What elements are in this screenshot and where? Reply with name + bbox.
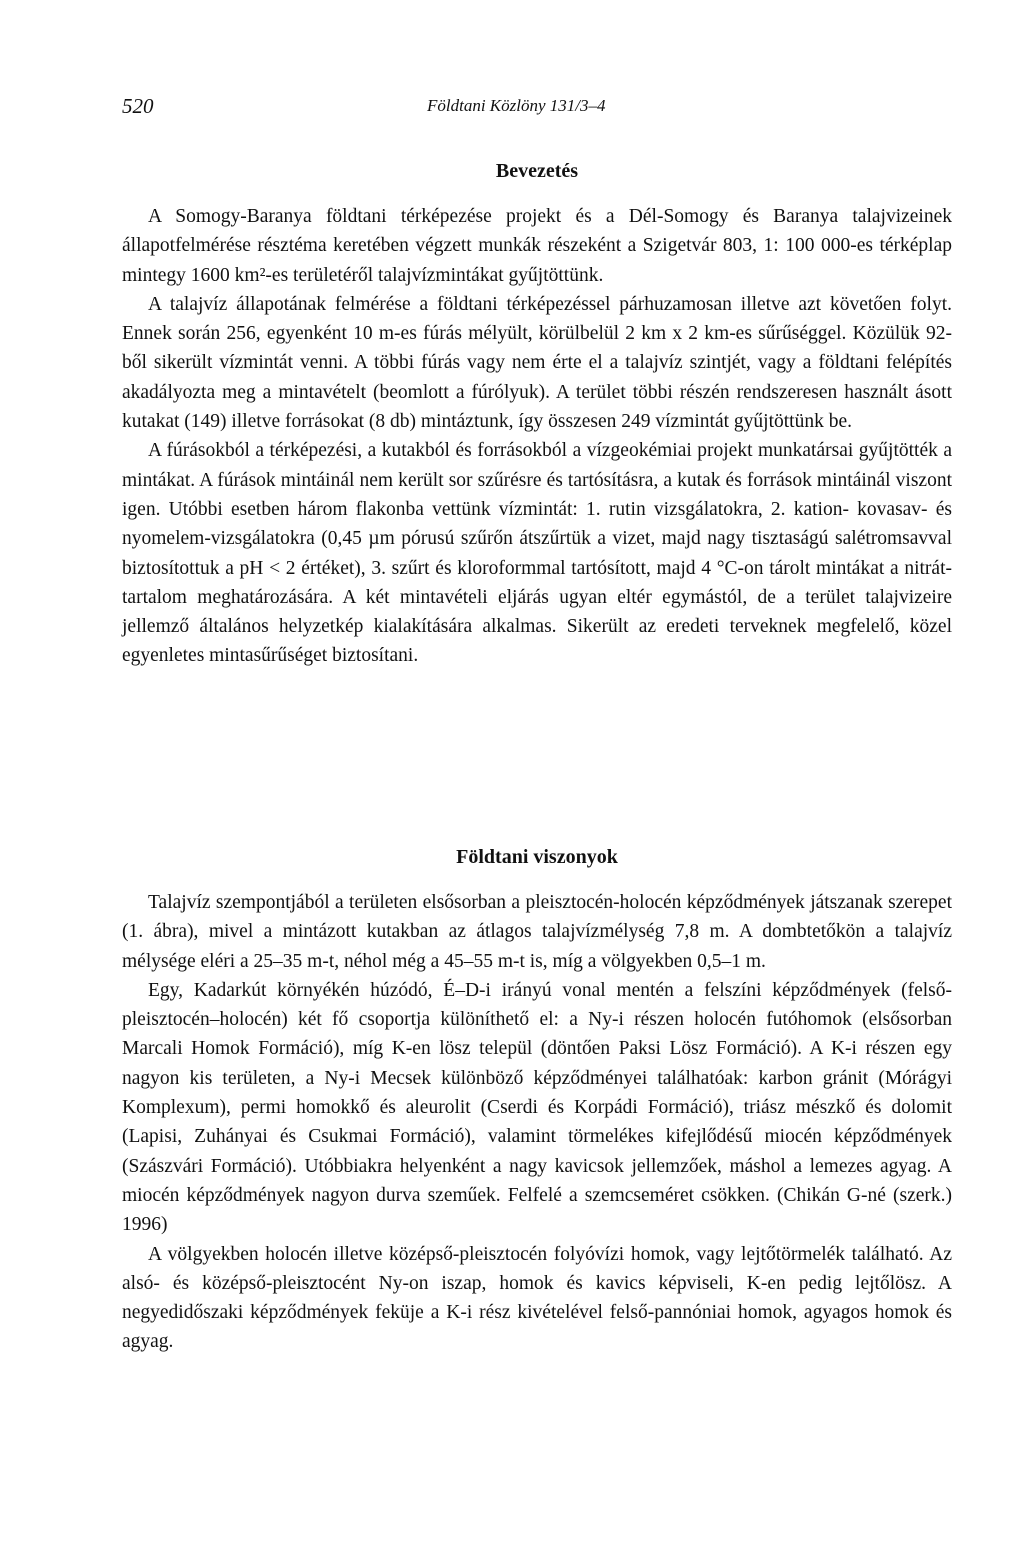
paragraph: A talajvíz állapotának felmérése a földtani térképezéssel párhuzamosan illetve azt követően folyt. Ennek során 256, egyenként 10 m-es fúrás mélyült, körülbelül 2 km x 2 km-es sűrűséggel. Közülük 92-ből sikerült vízmintát venni. A többi fúrás vagy nem érte el a talajvíz szintjét, vagy a földtani felépítés akadályozta meg a mintavételt (beomlott a fúrólyuk). A terület többi részén rendszeresen használt ásott kutakat (149) illetve forrásokat (8 db) mintáztunk, így összesen 249 vízmintát gyűjtöttünk be. (122, 293, 952, 433)
section-heading-foldtani-viszonyok: Földtani viszonyok (456, 846, 618, 868)
section-foldtani-viszonyok (122, 888, 952, 1357)
page-header (122, 94, 952, 124)
paragraph: A völgyekben holocén illetve középső-pleisztocén folyóvízi homok, vagy lejtőtörmelék található. Az alsó- és középső-pleisztocént Ny-on iszap, homok és kavics képviseli, K-en pedig lejtőlösz. A negyedidőszaki képződmények feküje a K-i rész kivételével felső-pannóniai homok, agyagos homok és agyag. (122, 1243, 952, 1353)
paragraph: Talajvíz szempontjából a területen elsősorban a pleisztocén-holocén képződmények játszanak szerepet (1. ábra), mivel a mintázott kutakban az átlagos talajvízmélység 7,8 m. A dombtetőkön a talajvíz mélysége eléri a 25–35 m-t, néhol még a 45–55 m-t is, míg a völgyekben 0,5–1 m. (122, 892, 952, 972)
paragraph: A Somogy-Baranya földtani térképezése projekt és a Dél-Somogy és Baranya talajvizeinek állapotfelmérése résztéma keretében végzett munkák részeként a Szigetvár 803, 1: 100 000-es térképlap mintegy 1600 km²-es területéről talajvízmintákat gyűjtöttünk. (122, 206, 952, 286)
paragraph: A fúrásokból a térképezési, a kutakból és forrásokból a vízgeokémiai projekt munkatársai gyűjtötték a mintákat. A fúrások mintáinál nem került sor szűrésre és tartósításra, a kutak és források mintáinál viszont igen. Utóbbi esetben három flakonba vettünk vízmintát: 1. rutin vizsgálatokra, 2. kation- kovasav- és nyomelem-vizsgálatokra (0,45 µm pórusú szűrőn átszűrtük a vizet, majd nagy tisztaságú salétromsavval biztosítottuk a pH < 2 értéket), 3. szűrt és kloroformmal tartósított, majd 4 °C-on tárolt mintákat a nitrát-tartalom meghatározására. A két mintavételi eljárás ugyan eltér egymástól, de a terület talajvizeire jellemző általános helyzetkép kialakítására alkalmas. Sikerült az eredeti terveknek megfelelő, közel egyenletes mintasűrűséget biztosítani. (122, 440, 952, 667)
section-bevezetes (122, 202, 952, 671)
paragraph: Egy, Kadarkút környékén húzódó, É–D-i irányú vonal mentén a felszíni képződmények (felső-pleisztocén–holocén) két fő csoportja különíthető el: a Ny-i részen holocén futóhomok (elsősorban Marcali Homok Formáció), míg K-en lösz települ (döntően Paksi Lösz Formáció). A K-i részen egy nagyon kis területen, a Ny-i Mecsek különböző képződményei találhatóak: karbon gránit (Mórágyi Komplexum), permi homokkő és aleurolit (Cserdi és Korpádi Formáció), triász mészkő és dolomit (Lapisi, Zuhányai és Csukmai Formáció), valamint törmelékes kifejlődésű miocén képződmények (Szászvári Formáció). Utóbbiakra helyenként a nagy kavicsok jellemzőek, máshol a lemezes agyag. A miocén képződmények nagyon durva szeműek. Felfelé a szemcseméret csökken. (Chikán G-né (szerk.) 1996) (122, 979, 952, 1236)
page-number: 520 (122, 94, 154, 118)
running-head: Földtani Közlöny 131/3–4 (427, 96, 606, 115)
section-heading-bevezetes: Bevezetés (495, 160, 579, 182)
